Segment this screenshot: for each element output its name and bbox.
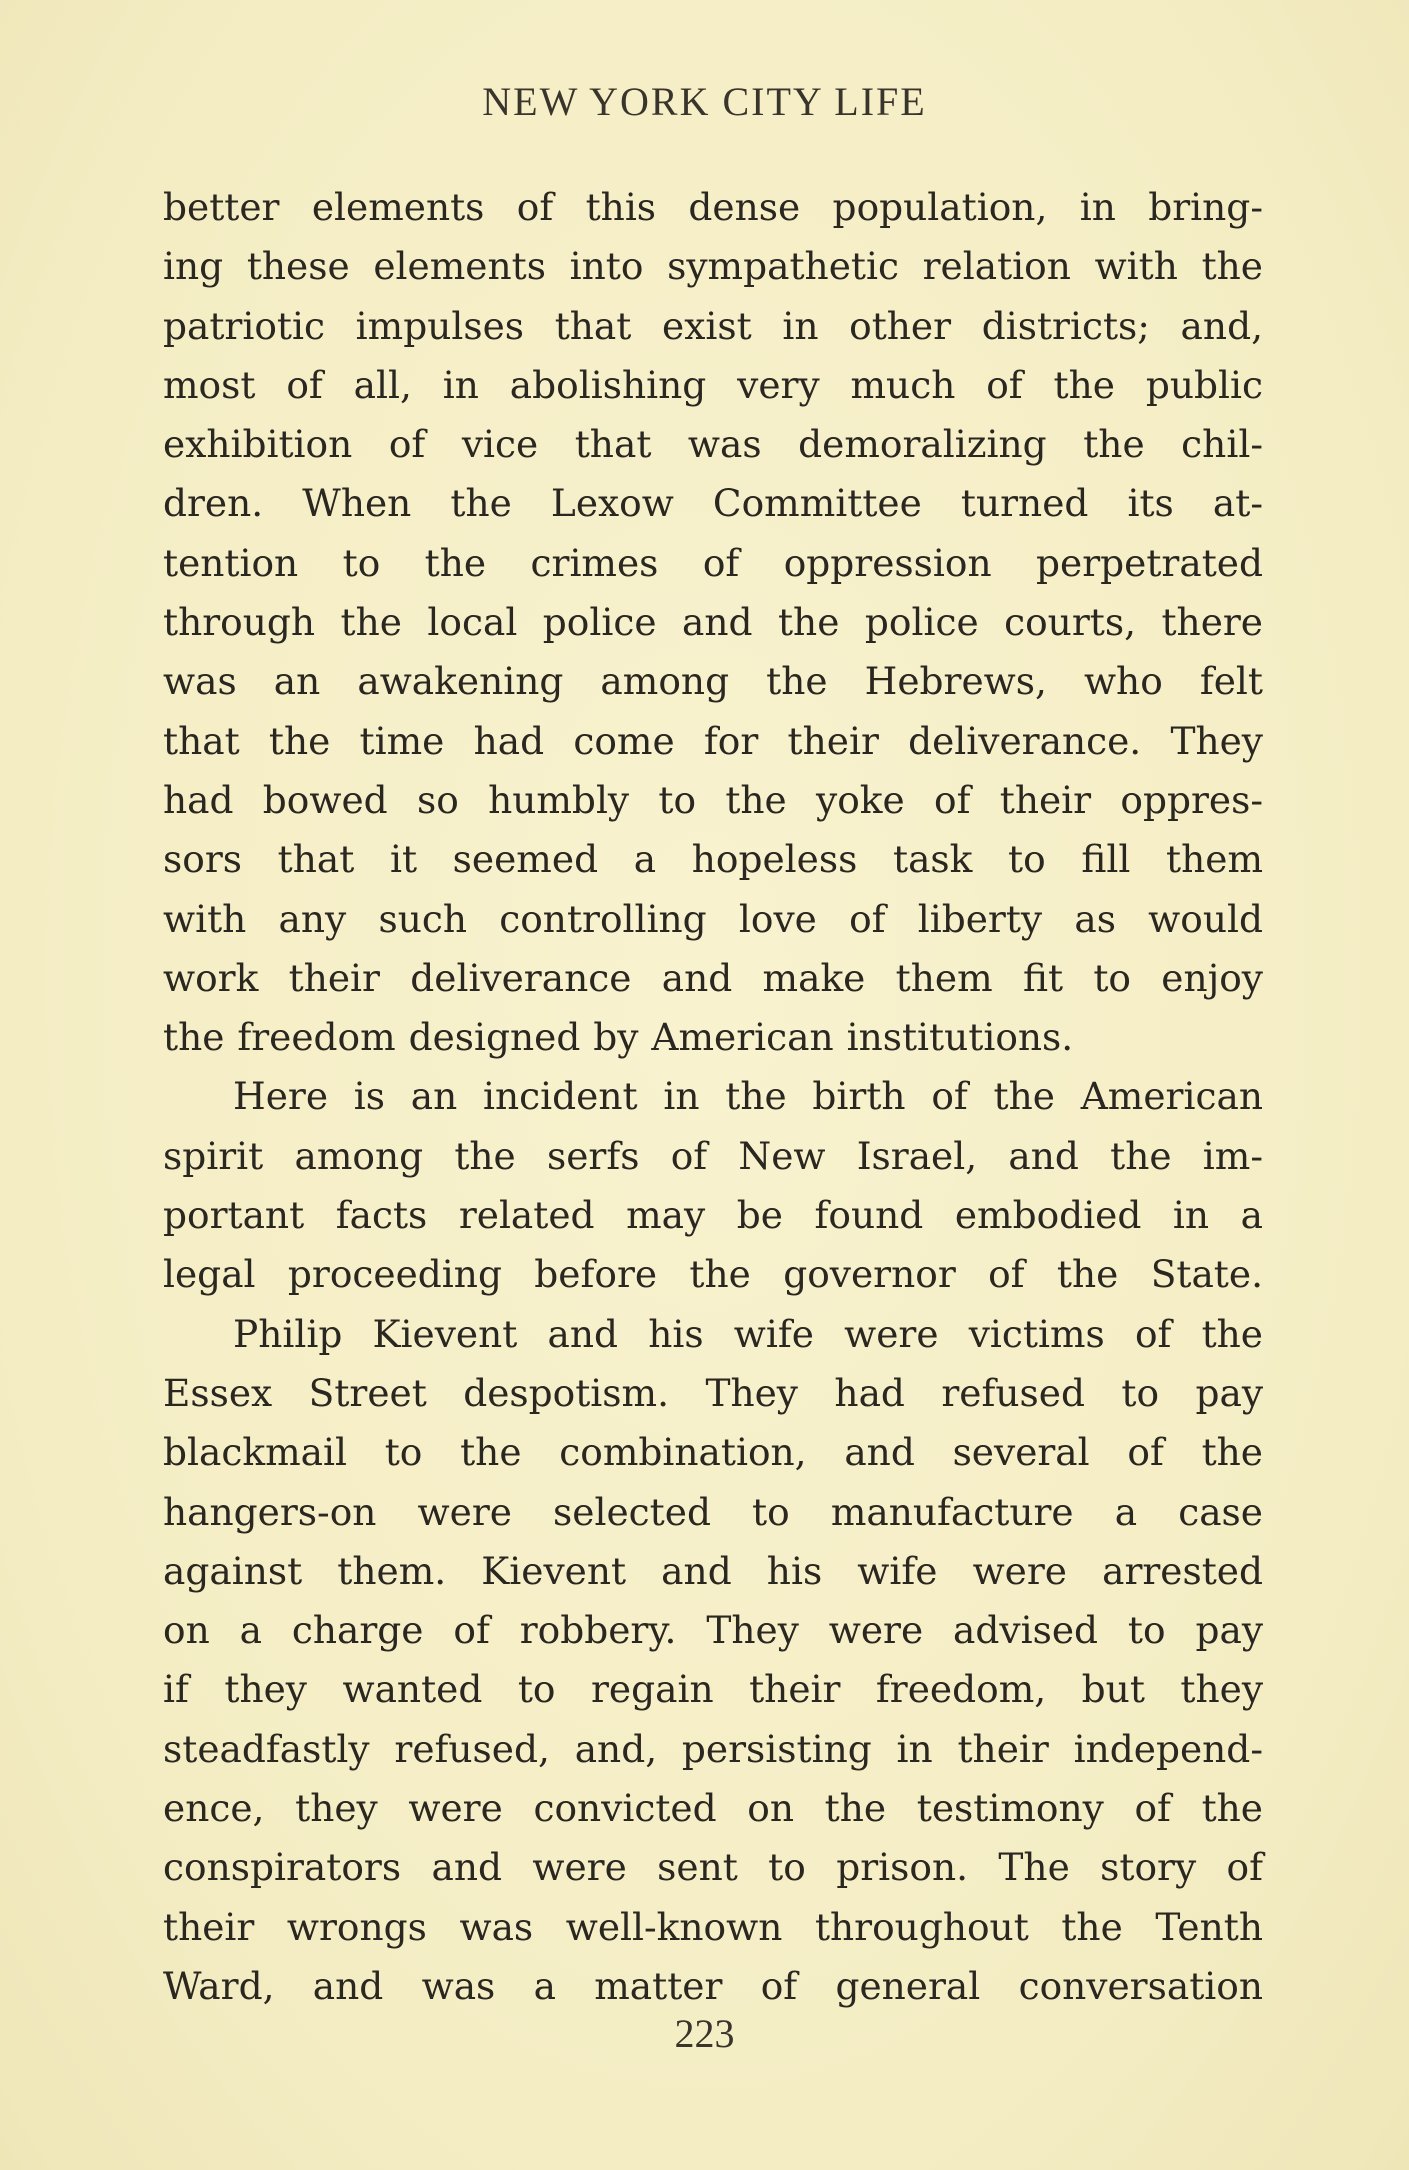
text-line: sors that it seemed a hopeless task to fill them — [163, 837, 1263, 882]
text-line: against them. Kievent and his wife were arrested — [163, 1548, 1263, 1593]
text-line: through the local police and the police courts, there — [163, 600, 1263, 645]
text-line: ing these elements into sympathetic relation with the — [163, 244, 1263, 289]
text-line: conspirators and were sent to prison. The story of — [163, 1845, 1263, 1890]
text-line: work their deliverance and make them fit to enjoy — [163, 955, 1263, 1000]
text-line: blackmail to the combination, and several of the — [163, 1430, 1263, 1475]
text-line: Essex Street despotism. They had refused to pay — [163, 1370, 1263, 1415]
text-line: ence, they were convicted on the testimony of the — [163, 1786, 1263, 1831]
text-line: Ward, and was a matter of general conversation — [163, 1963, 1263, 2008]
text-line: steadfastly refused, and, persisting in their independ- — [163, 1726, 1263, 1771]
body-text — [163, 178, 1263, 2016]
text-line: the freedom designed by American institutions. — [163, 1015, 1074, 1060]
text-line: if they wanted to regain their freedom, but they — [163, 1667, 1263, 1712]
text-line: tention to the crimes of oppression perpetrated — [163, 540, 1263, 585]
text-line: on a charge of robbery. They were advised to pay — [163, 1608, 1263, 1653]
text-line: most of all, in abolishing very much of the public — [163, 362, 1263, 407]
text-line: with any such controlling love of liberty as would — [163, 896, 1263, 941]
text-line: dren. When the Lexow Committee turned its at- — [163, 481, 1263, 526]
text-line: that the time had come for their deliverance. They — [163, 718, 1263, 763]
text-line: Philip Kievent and his wife were victims of the — [233, 1311, 1263, 1356]
text-line: better elements of this dense population, in bring- — [163, 185, 1263, 229]
text-line: spirit among the serfs of New Israel, and the im- — [163, 1133, 1263, 1178]
text-line: portant facts related may be found embodied in a — [163, 1193, 1263, 1238]
text-line: hangers-on were selected to manufacture a case — [163, 1489, 1263, 1534]
text-line: patriotic impulses that exist in other districts; and, — [163, 303, 1263, 348]
text-line: was an awakening among the Hebrews, who felt — [163, 659, 1263, 704]
text-line: exhibition of vice that was demoralizing the chil- — [163, 422, 1263, 467]
text-line: Here is an incident in the birth of the American — [233, 1074, 1263, 1119]
running-head: NEW YORK CITY LIFE — [482, 79, 927, 124]
page-number: 223 — [674, 2011, 735, 2056]
text-line: legal proceeding before the governor of the State. — [163, 1252, 1263, 1297]
text-line: had bowed so humbly to the yoke of their oppres- — [163, 777, 1263, 822]
text-line: their wrongs was well-known throughout the Tenth — [163, 1904, 1263, 1949]
